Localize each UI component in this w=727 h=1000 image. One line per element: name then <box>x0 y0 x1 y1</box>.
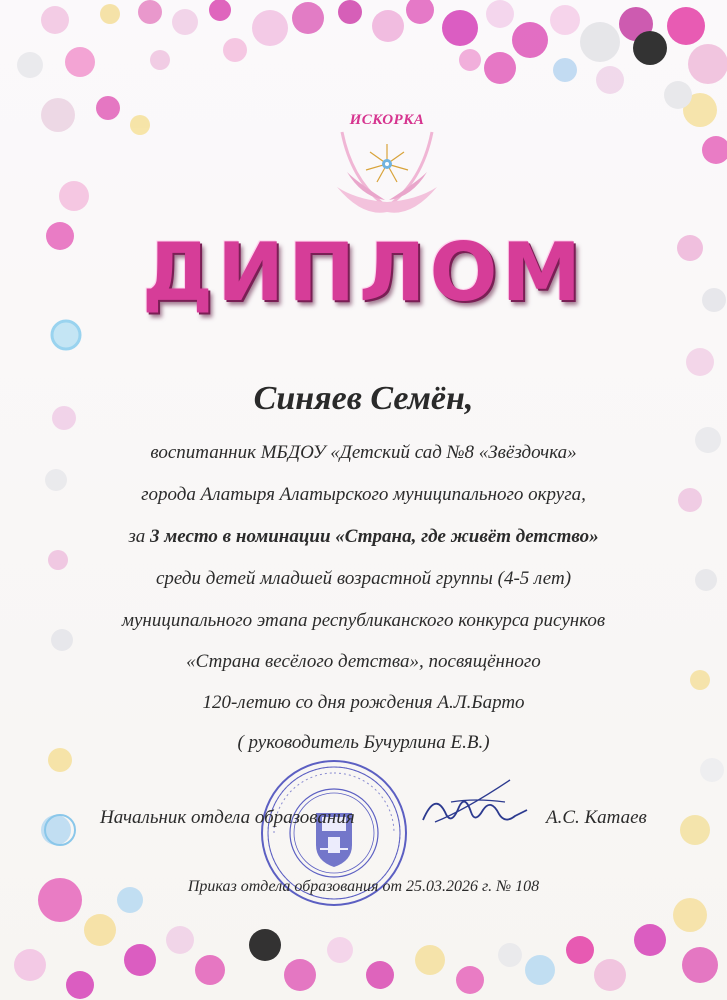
order-reference: Приказ отдела образования от 25.03.2026 г. № 108 <box>187 878 540 895</box>
body-line-2: города Алатыря Алатырского муниципального округа, <box>141 484 586 505</box>
diploma-title: ДИПЛОМ <box>141 226 586 319</box>
body-line-8: ( руководитель Бучурлина Е.В.) <box>237 732 490 753</box>
body-line-3-prefix: за <box>128 526 150 547</box>
recipient-name: Синяев Семён, <box>253 380 474 417</box>
body-line-7: 120-летию со дня рождения А.Л.Барто <box>202 692 525 713</box>
body-line-4: среди детей младшей возрастной группы (4-5 лет) <box>155 568 572 589</box>
body-line-6: «Страна весёлого детства», посвящённого <box>186 651 541 672</box>
body-line-1: воспитанник МБДОУ «Детский сад №8 «Звёздочка» <box>150 442 577 463</box>
signatory-name: А.С. Катаев <box>546 807 647 828</box>
signature <box>415 772 530 842</box>
logo-text: ИСКОРКА <box>349 112 425 128</box>
body-line-5: муниципального этапа республиканского конкурса рисунков <box>121 610 606 631</box>
body-line-3 <box>0 526 727 548</box>
signatory-position: Начальник отдела образования <box>100 807 355 828</box>
iskorka-logo <box>322 112 452 224</box>
award-text: 3 место в номинации «Страна, где живёт детство» <box>150 526 599 547</box>
